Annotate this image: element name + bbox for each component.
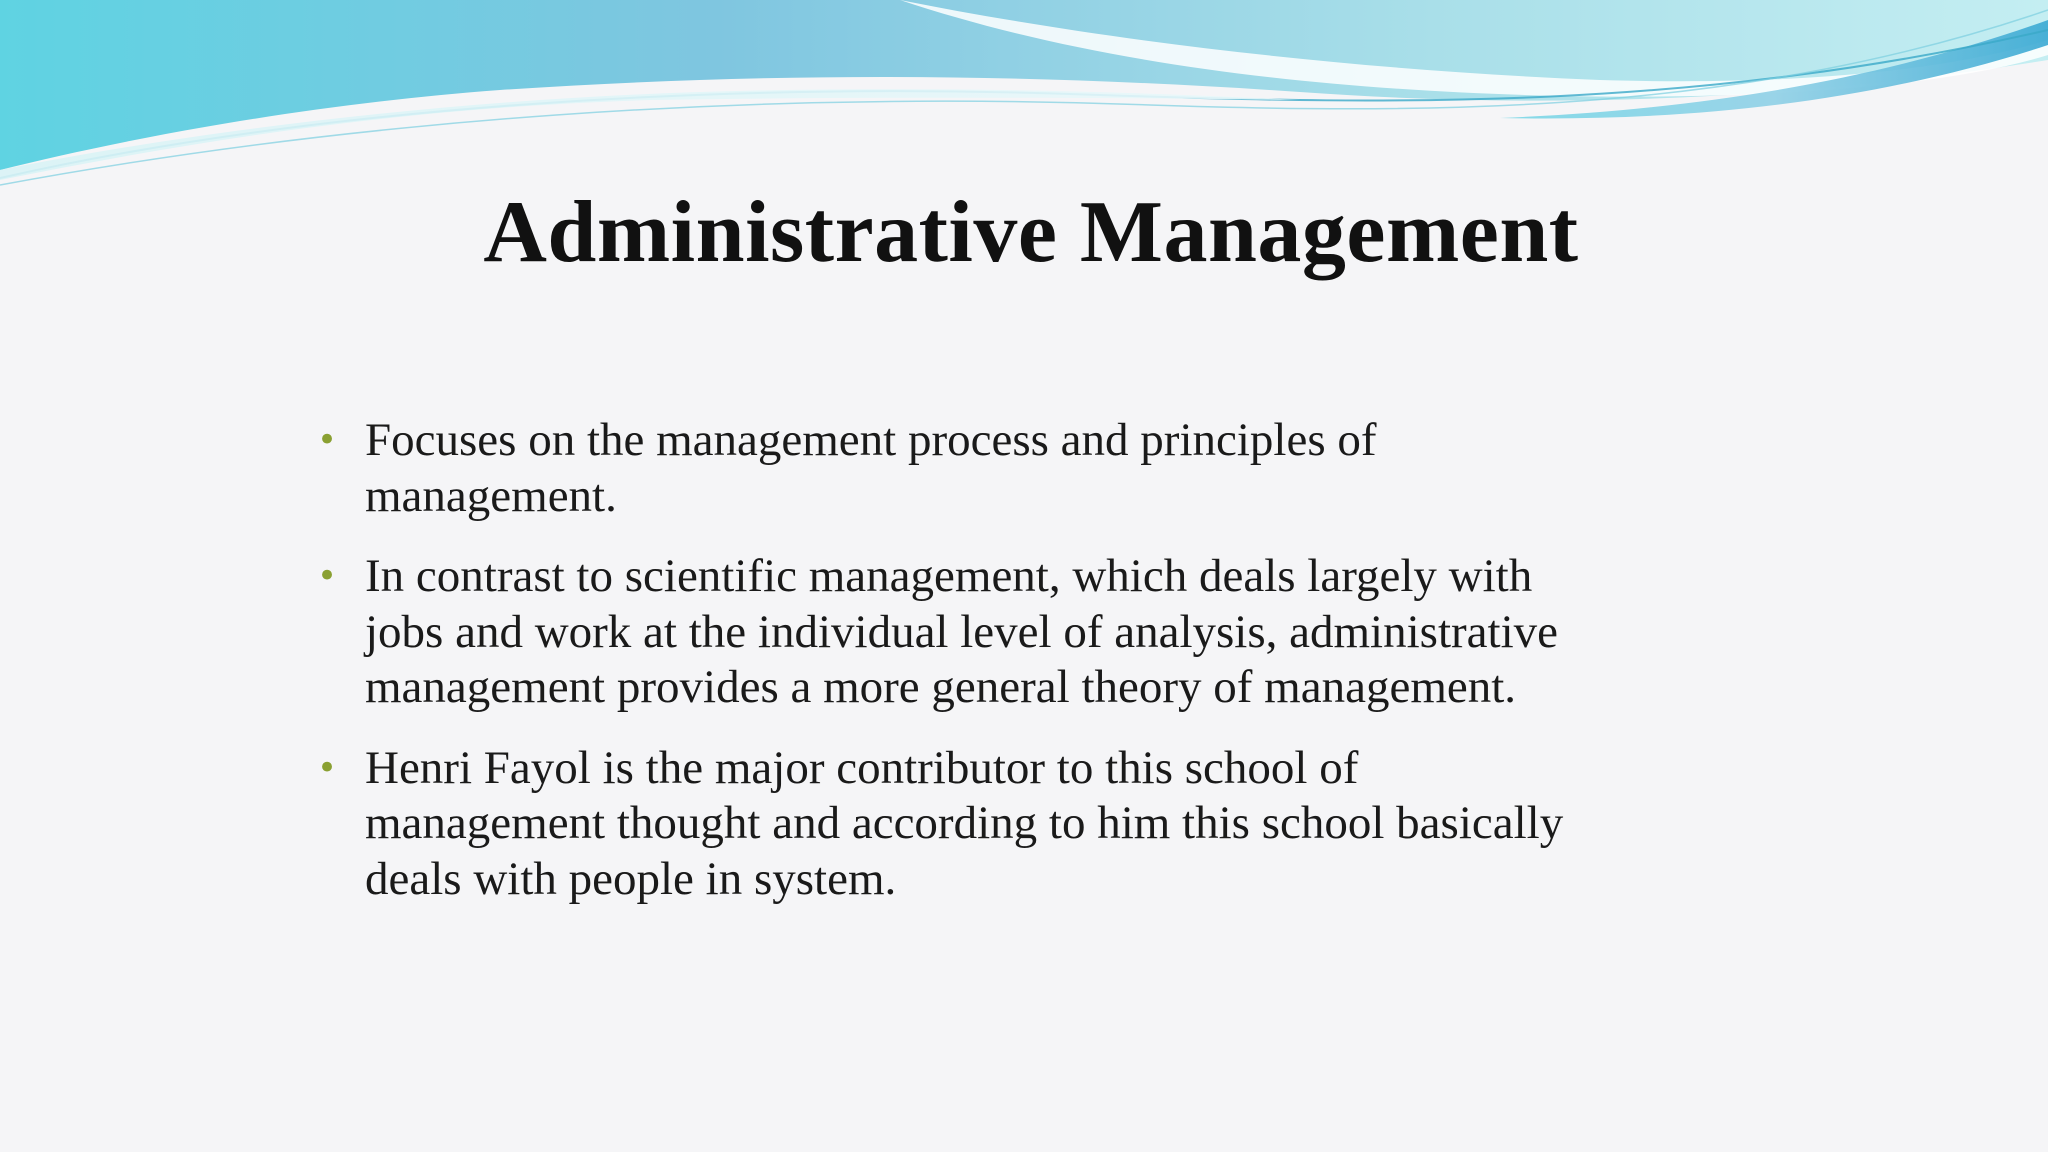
bullet-item (315, 741, 1575, 908)
bullet-icon: • (317, 747, 338, 788)
bullet-icon: • (317, 556, 338, 596)
bullet-text: Focuses on the management process and principles of management. (365, 414, 1377, 522)
bullet-list (315, 413, 1575, 932)
bullet-item (315, 549, 1575, 716)
decorative-wave-header (0, 0, 2048, 200)
bullet-text: Henri Fayol is the major contributor to this school of management thought and according to him this school basically deals with people in system. (365, 741, 1564, 905)
bullet-item (315, 413, 1575, 524)
bullet-text: In contrast to scientific management, which deals largely with jobs and work at the individual level of analysis, administrative management provides a more general theory of management. (365, 550, 1559, 713)
slide-title: Administrative Management (483, 184, 1579, 281)
bullet-icon: • (317, 420, 338, 460)
